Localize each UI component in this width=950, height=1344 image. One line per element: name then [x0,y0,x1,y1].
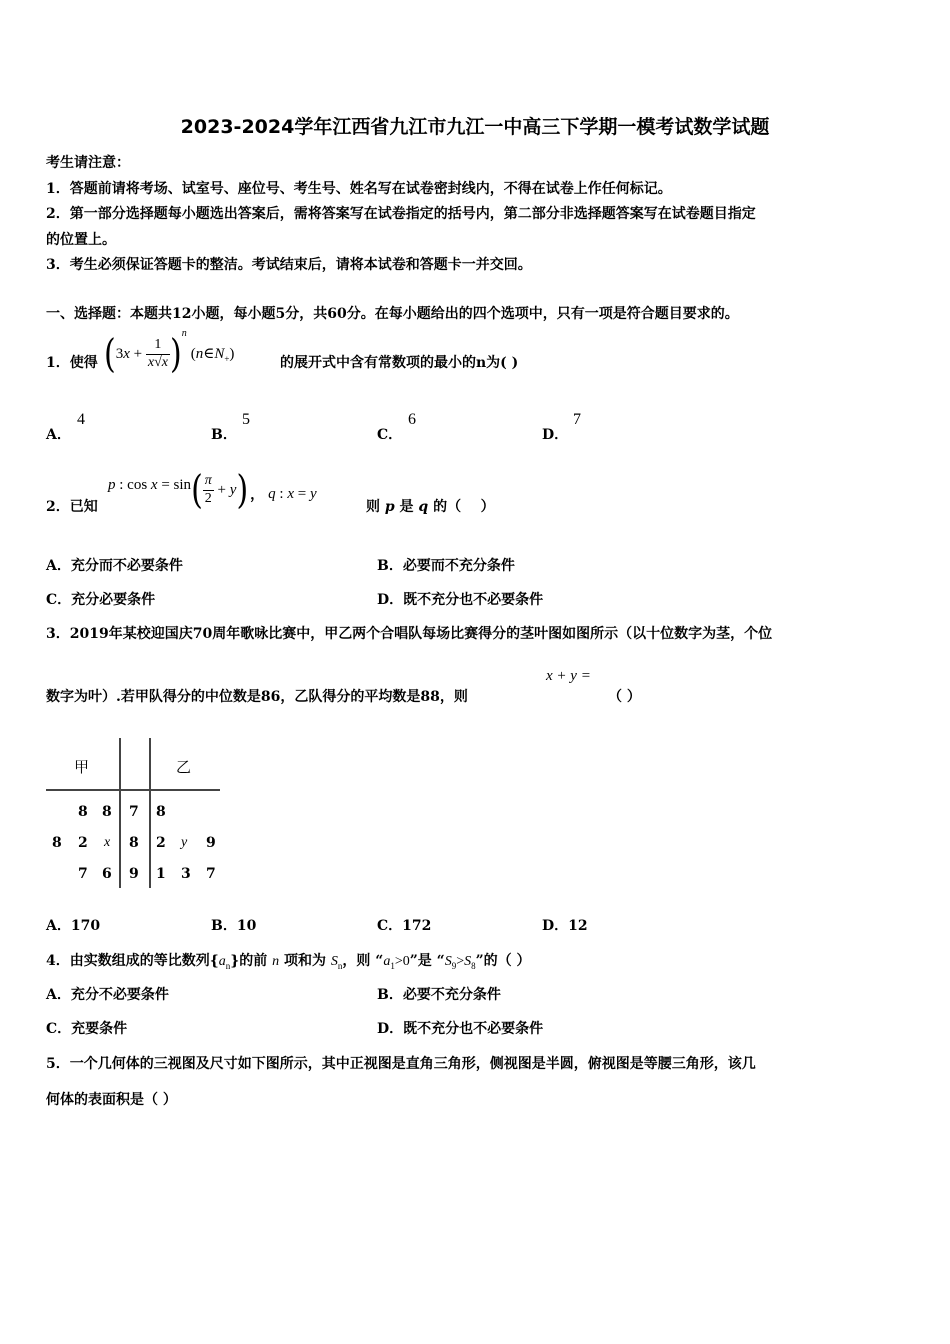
q3-option-c [377,915,431,935]
q4-sn: S [330,954,338,969]
q4-cond2-op: > [456,954,465,969]
q1-formula: ( 3x + $\frac{1}{x√x}$ ) n $(n\in N_+)$ [104,328,235,377]
leaf-right: 8 [156,804,166,820]
q3-option-a-value: 170 [70,918,101,934]
q5-line1: 5．一个几何体的三视图及尺寸如下图所示，其中正视图是直角三角形，侧视图是半圆，俯视图是等腰三角形，该几 [46,1056,756,1072]
q1-option-d-value: 7 [573,411,581,428]
q4-option-b: B．必要不充分条件 [377,987,501,1003]
stem-leaf-plot [44,736,224,896]
q3-option-a-label: A． [46,918,71,934]
q1-suffix: 的展开式中含有常数项的最小的n为( ) [280,355,519,371]
stem-value: 9 [129,866,139,882]
leaf-right: y [181,835,188,850]
q2-option-b: B．必要而不充分条件 [377,558,515,574]
q3-option-b-label: B． [211,918,237,934]
q3-option-a [46,915,100,935]
q4-n: n [272,954,280,969]
q3-line2-end: （ ） [608,689,641,705]
q1-option-d-label: D． [542,427,569,443]
q2-prefix: 2．已知 [46,499,98,515]
q4-text: ”的（ ） [475,953,531,969]
stem-leaf-header-right: 乙 [176,758,192,776]
q3-option-d [542,915,588,935]
page-title: 2023-2024学年江西省九江市九江一中高三下学期一模考试数学试题 [180,116,770,138]
q2-option-d: D．既不充分也不必要条件 [377,592,544,608]
q4-cond2a-sub: 9 [451,960,457,971]
q4-option-d: D．既不充分也不必要条件 [377,1021,544,1037]
notice-heading: 考生请注意： [46,155,130,171]
section-heading: 一、选择题：本题共12小题，每小题5分，共60分。在每小题给出的四个选项中，只有一项是符合题目要求的。 [46,306,739,322]
notice-item: 1．答题前请将考场、试室号、座位号、考生号、姓名写在试卷密封线内，不得在试卷上作任何标记。 [46,181,672,197]
notice-item: 2．第一部分选择题每小题选出答案后，需将答案写在试卷指定的括号内，第二部分非选择题答案写在试卷题目指定 [46,206,756,222]
q3-math: x + y = [546,668,591,684]
q4-cond2a: S [444,954,452,969]
leaf-left: 6 [102,866,112,882]
leaf-left: 2 [78,835,88,851]
q1-option-c-value: 6 [408,411,416,428]
q2-option-c: C．充分必要条件 [46,592,156,608]
q4-text: 4．由实数组成的等比数列{ [46,953,219,969]
q4-an: a [218,954,226,969]
q1-option-b-label: B． [211,427,237,443]
leaf-right: 2 [156,835,166,851]
q4-cond2b: S [464,954,472,969]
q3-option-d-value: 12 [568,918,588,934]
q1-option-a-label: A． [46,427,71,443]
q3-option-b-value: 10 [236,918,257,934]
q4-text: ”是 “ [409,953,445,969]
leaf-left: x [104,835,111,850]
q4-an-sub: n [225,960,231,971]
q4-sn-sub: n [337,960,343,971]
leaf-right: 3 [181,866,191,882]
q3-option-b [211,915,256,935]
q3-option-c-value: 172 [402,918,432,934]
q3-option-d-label: D． [542,918,569,934]
q1-option-a-value: 4 [77,411,85,428]
notice-item: 的位置上。 [46,232,116,248]
q4-text: ，则 “ [342,953,384,969]
q4-text: }的前 [230,953,273,969]
q2-option-a: A．充分而不必要条件 [46,558,183,574]
leaf-right: 1 [156,866,166,882]
q2-suffix: 则 p 是 q 的（ ） [366,499,495,515]
q3-line2: 数字为叶）.若甲队得分的中位数是86，乙队得分的平均数是88，则 [46,689,468,705]
q1-option-b-value: 5 [242,411,250,428]
stem-value: 8 [129,835,139,851]
q1-option-c-label: C． [377,427,403,443]
q4-cond1-rest: >0 [394,954,410,969]
q3-option-c-label: C． [377,918,403,934]
q4-option-c: C．充要条件 [46,1021,128,1037]
leaf-right: 7 [206,866,216,882]
q4-option-a: A．充分不必要条件 [46,987,169,1003]
q4-text: 项和为 [279,953,331,969]
q4-stem [46,950,531,971]
q4-cond1-sub: 1 [390,960,395,971]
stem-leaf-header-left: 甲 [74,758,90,776]
leaf-right: 9 [206,835,216,851]
leaf-left: 8 [102,804,112,820]
q3-line1: 3．2019年某校迎国庆70周年歌咏比赛中，甲乙两个合唱队每场比赛得分的茎叶图如图所示（以十位数字为茎，个位 [46,626,773,642]
q1-prefix: 1．使得 [46,355,98,371]
q4-cond2b-sub: 8 [471,960,476,971]
leaf-left: 7 [78,866,88,882]
leaf-left: 8 [52,835,62,851]
stem-value: 7 [129,804,139,820]
leaf-left: 8 [78,804,88,820]
q2-formula: p : cos x = sin ( $\frac{\pi}{2}$ + y ) ， q : x = y [108,467,317,513]
q4-cond1: a [383,954,391,969]
q5-line2: 何体的表面积是（ ） [46,1092,177,1108]
notice-item: 3．考生必须保证答题卡的整洁。考试结束后，请将本试卷和答题卡一并交回。 [46,257,532,273]
